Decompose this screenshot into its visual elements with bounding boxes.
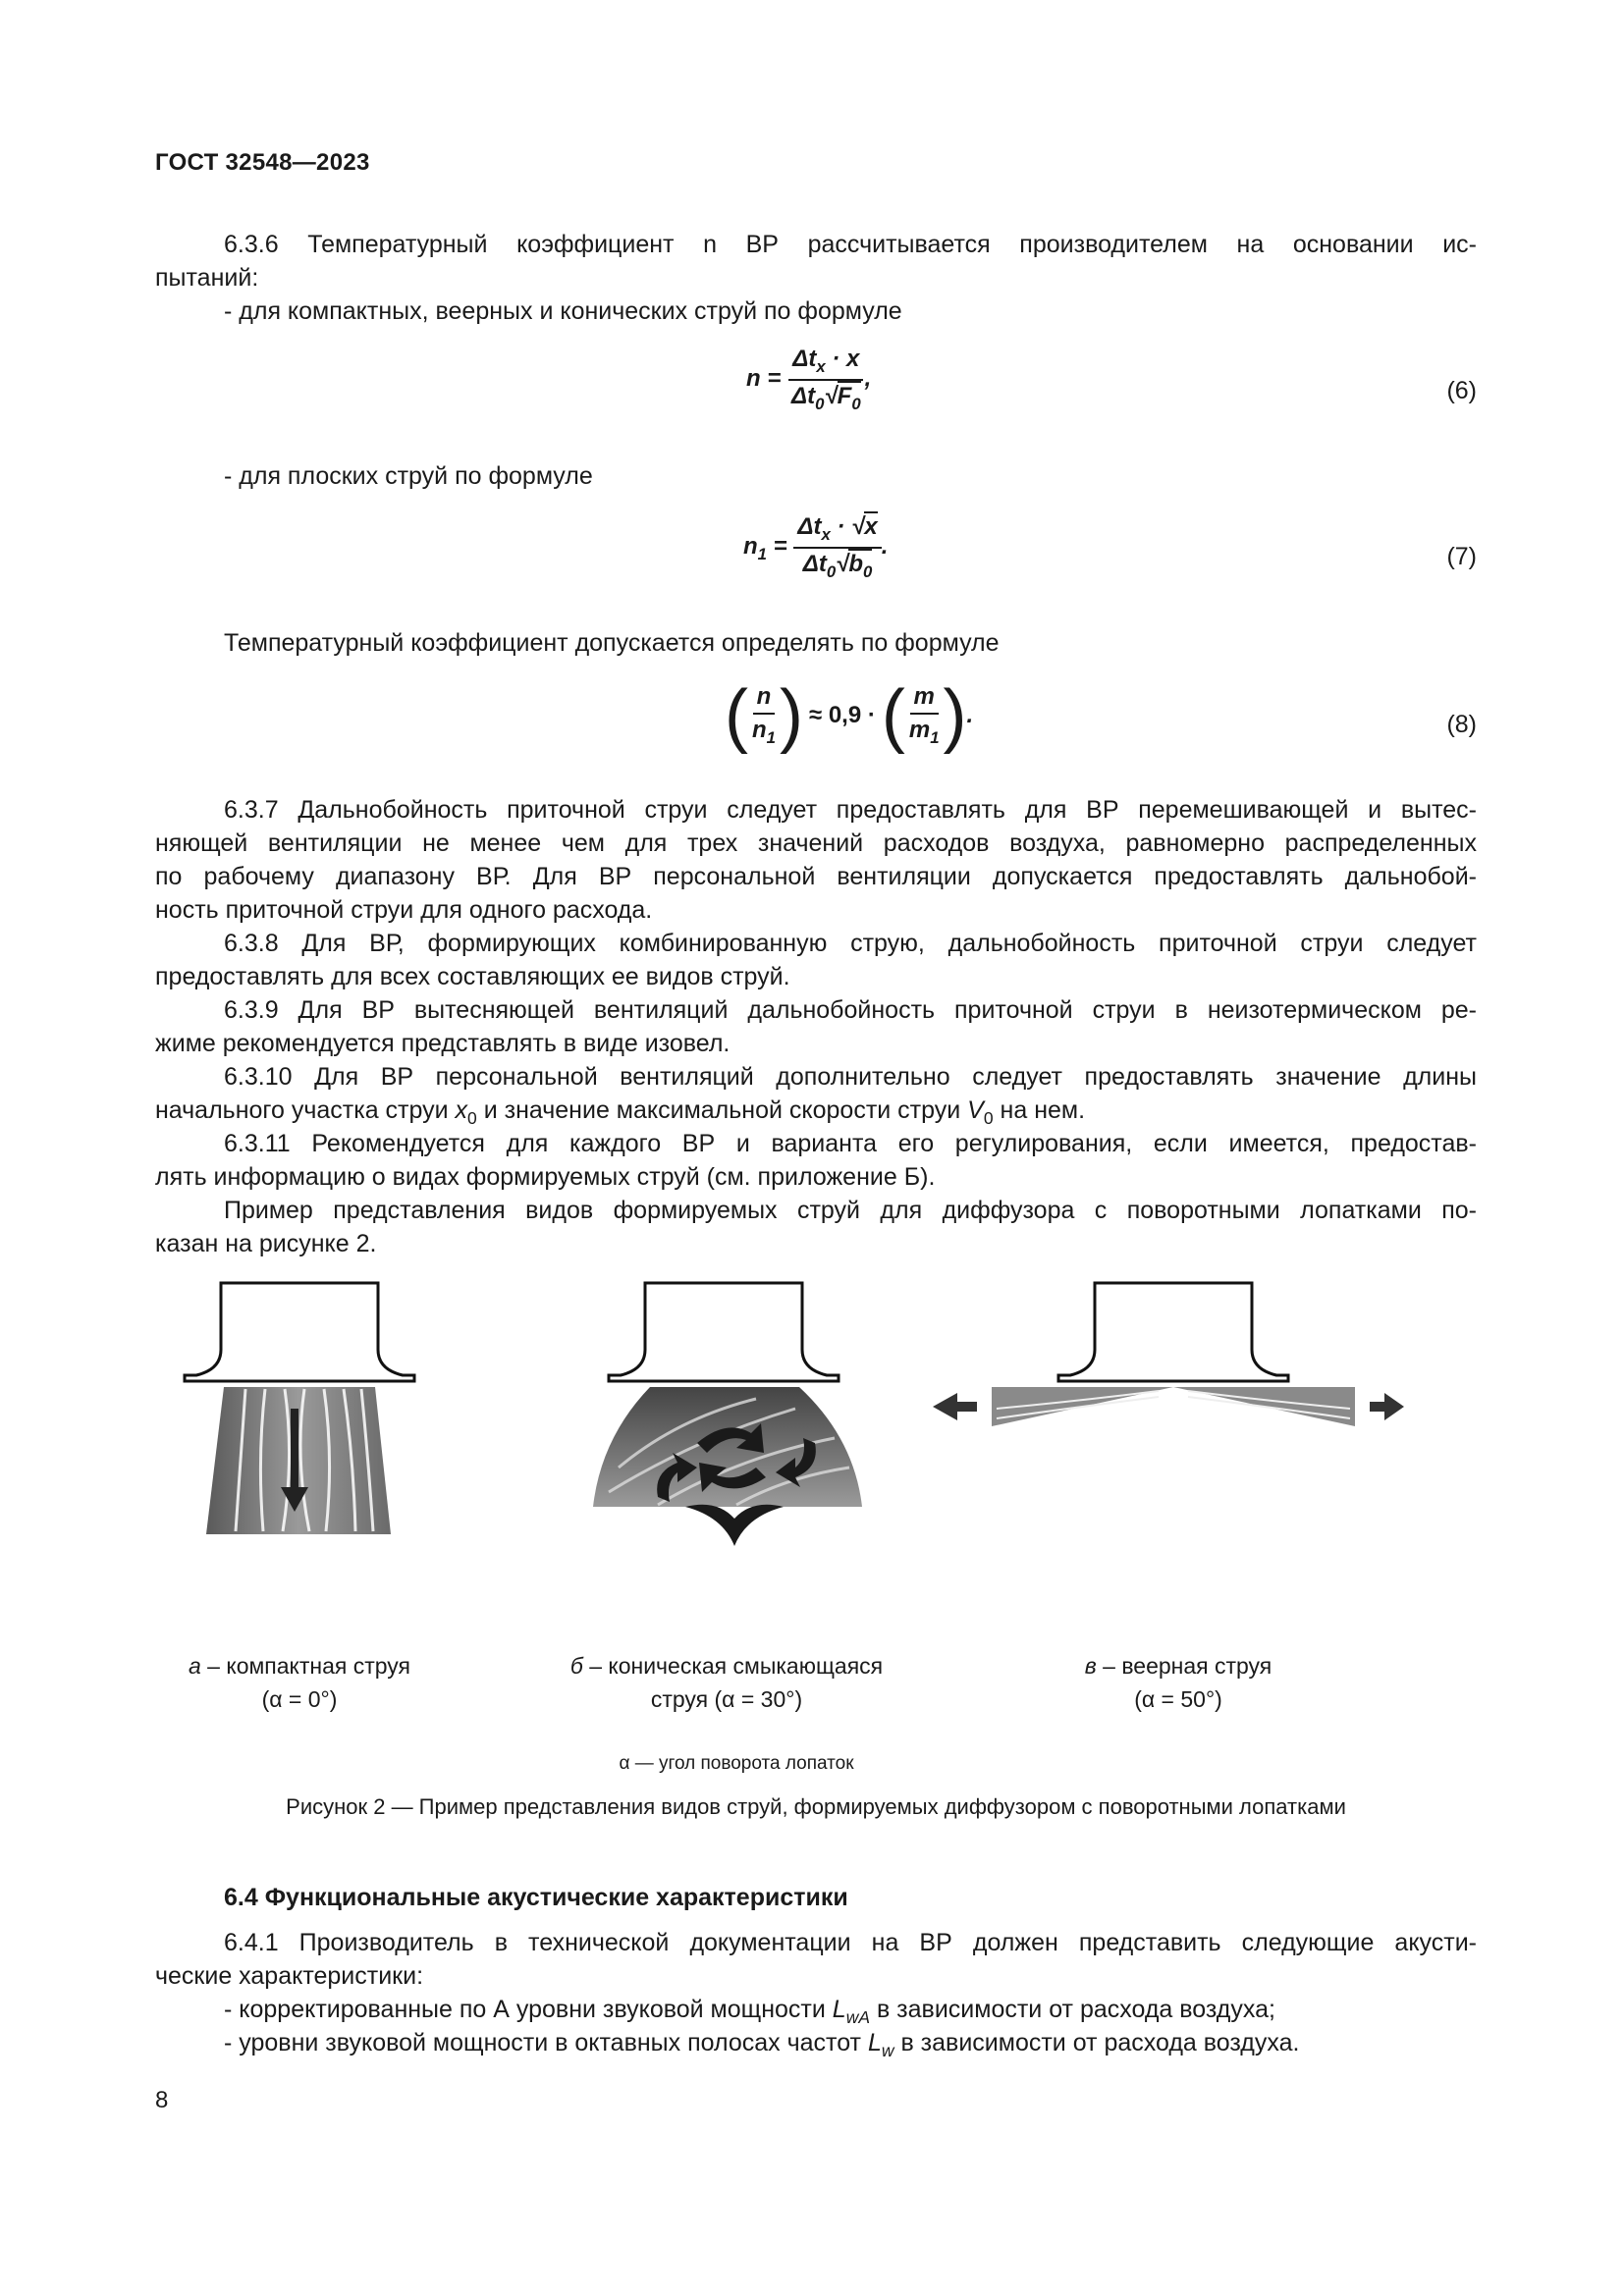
equation-7-fraction: $\frac{\Delta t_x \cdot √x}{\Delta t_0√b_0}$ xyxy=(793,513,881,582)
paragraph-line: 6.3.10 Для ВР персональной вентиляций дополнительно следует предоставлять значение длины xyxy=(224,1063,1477,1091)
paragraph-636-line-1: 6.3.6 Температурный коэффициент n ВР рассчитывается производителем на основании ис- xyxy=(224,231,1477,258)
document-header: ГОСТ 32548—2023 xyxy=(155,149,370,176)
paragraph-line: предоставлять для всех составляющих ее видов струй. xyxy=(155,963,790,990)
figure-caption-c: в – веерная струя (α = 50°) xyxy=(1084,1653,1272,1712)
figure-legend: α — угол поворота лопаток xyxy=(619,1753,854,1774)
paragraph-6310-line-2: начального участка струи $x_0$ и значение максимальной скорости струи $V_0$ на нем. xyxy=(155,1096,1086,1128)
paragraph-line: няющей вентиляции не менее чем для трех значений расходов воздуха, равномерно распределенных xyxy=(155,829,1477,857)
diffuser-b-illustration xyxy=(593,1283,862,1546)
equation-7: $n_1$ = $\frac{\Delta t_x \cdot √x}{\Delta t_0√b_0}$ . xyxy=(743,513,889,581)
equation-6: n = $\frac{\Delta t_x \cdot x}{\Delta t_0√F_0}$ , xyxy=(746,346,872,413)
paragraph-line: жиме рекомендуется представлять в виде изовел. xyxy=(155,1030,731,1057)
equation-8: ( $\frac{n}{n_1}$ ) ≈ 0,9 · ( $\frac{m}{m_1}$ ) . xyxy=(725,676,974,755)
list-item-flat: - для плоских струй по формуле xyxy=(224,462,593,490)
paragraph-636-line-2: пытаний: xyxy=(155,264,259,292)
list-item-lwa: - корректированные по А уровни звуковой мощности $L_{wA}$ в зависимости от расхода воздуха; xyxy=(224,1996,1275,2027)
paragraph-line: казан на рисунке 2. xyxy=(155,1230,377,1257)
paragraph-line: 6.3.9 Для ВР вытесняющей вентиляций дальнобойность приточной струи в неизотермическом ре- xyxy=(224,996,1477,1024)
diffuser-c-illustration xyxy=(933,1283,1404,1426)
paragraph-line: лять информацию о видах формируемых струй (см. приложение Б). xyxy=(155,1163,936,1191)
diffuser-a-illustration xyxy=(185,1283,414,1534)
list-item-lw: - уровни звуковой мощности в октавных полосах частот $L_w$ в зависимости от расхода воздуха. xyxy=(224,2029,1300,2060)
paragraph-641-line-2: ческие характеристики: xyxy=(155,1962,424,1990)
list-item-compact: - для компактных, веерных и конических струй по формуле xyxy=(224,297,902,325)
figure-2-illustrations xyxy=(147,1271,1404,1595)
equation-8-number: (8) xyxy=(1446,711,1477,738)
paragraph-line: по рабочему диапазону ВР. Для ВР персональной вентиляции допускается предоставлять дальнобой- xyxy=(155,863,1477,890)
paragraph-line: 6.3.11 Рекомендуется для каждого ВР и варианта его регулирования, если имеется, предостав- xyxy=(224,1130,1477,1157)
equation-6-number: (6) xyxy=(1446,377,1477,404)
equation-7-number: (7) xyxy=(1446,543,1477,570)
paragraph-line: 6.3.8 Для ВР, формирующих комбинированную струю, дальнобойность приточной струи следует xyxy=(224,930,1477,957)
figure-caption-a: а – компактная струя (α = 0°) xyxy=(189,1653,410,1712)
equation-6-fraction: $\frac{\Delta t_x \cdot x}{\Delta t_0√F_0}$ xyxy=(787,346,865,414)
paragraph-line: ность приточной струи для одного расхода. xyxy=(155,896,653,924)
page-number: 8 xyxy=(155,2087,169,2113)
paragraph-line: 6.3.7 Дальнобойность приточной струи следует предоставлять для ВР перемешивающей и вытес- xyxy=(224,796,1477,824)
paragraph-641-line-1: 6.4.1 Производитель в технической документации на ВР должен представить следующие акусти- xyxy=(224,1929,1477,1956)
section-64-title: 6.4 Функциональные акустические характеристики xyxy=(224,1884,848,1911)
coefficient-intro: Температурный коэффициент допускается определять по формуле xyxy=(224,629,1000,657)
figure-2-caption: Рисунок 2 — Пример представления видов струй, формируемых диффузором с поворотными лопатками xyxy=(286,1794,1346,1819)
figure-caption-b: б – коническая смыкающаяся струя (α = 30°) xyxy=(569,1653,884,1712)
paragraph-line: Пример представления видов формируемых струй для диффузора с поворотными лопатками по- xyxy=(224,1197,1477,1224)
